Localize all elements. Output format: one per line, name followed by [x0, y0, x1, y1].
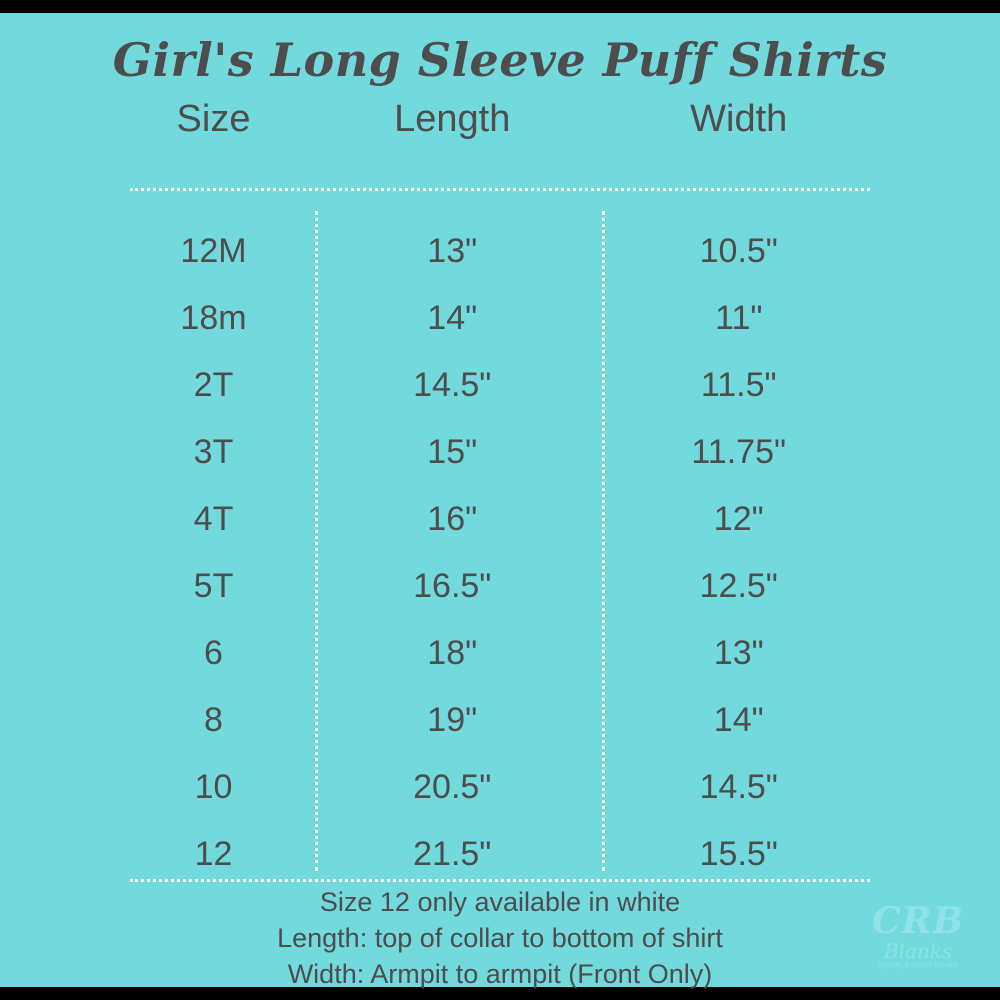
- table-row: [0, 486, 1000, 553]
- note-length-definition: Length: top of collar to bottom of shirt: [277, 922, 723, 953]
- cell-size: 2T: [193, 366, 234, 404]
- size-chart-card: [0, 13, 1000, 987]
- column-header-width: Width: [690, 97, 788, 140]
- cell-length: 14.5": [413, 366, 492, 404]
- cell-length: 16.5": [413, 567, 492, 605]
- cell-size: 4T: [193, 500, 234, 538]
- table-row: [0, 821, 1000, 888]
- cell-size: 5T: [193, 567, 234, 605]
- notes-section: [0, 885, 1000, 993]
- cell-width: 12.5": [699, 567, 778, 605]
- cell-width: 11": [715, 299, 763, 337]
- cell-length: 16": [427, 500, 478, 538]
- cell-length: 15": [427, 433, 478, 471]
- cell-size: 12M: [180, 232, 247, 270]
- cell-size: 6: [204, 634, 223, 672]
- cell-length: 14": [427, 299, 478, 337]
- cell-size: 8: [204, 701, 223, 739]
- cell-length: 20.5": [413, 768, 492, 806]
- table-row: [0, 285, 1000, 352]
- watermark-tagline: quality & detail blanks: [878, 962, 958, 969]
- cell-length: 21.5": [413, 835, 492, 873]
- page-title: Girl's Long Sleeve Puff Shirts: [112, 33, 888, 87]
- cell-width: 12": [713, 500, 764, 538]
- cell-width: 14.5": [699, 768, 778, 806]
- column-header-length: Length: [394, 97, 511, 140]
- cell-size: 3T: [193, 433, 234, 471]
- table-row: [0, 419, 1000, 486]
- cell-width: 14": [713, 701, 764, 739]
- table-row: [0, 754, 1000, 821]
- cell-width: 15.5": [699, 835, 778, 873]
- cell-size: 10: [194, 768, 233, 806]
- cell-width: 11.5": [700, 366, 777, 404]
- cell-length: 18": [427, 634, 478, 672]
- table-row: [0, 687, 1000, 754]
- cell-length: 19": [427, 701, 478, 739]
- table-header-row: [0, 98, 1000, 141]
- cell-size: 18m: [180, 299, 247, 337]
- watermark-main-text: CRB: [872, 900, 964, 942]
- table-row: [0, 218, 1000, 285]
- table-row: [0, 352, 1000, 419]
- cell-width: 11.75": [691, 433, 787, 471]
- column-header-size: Size: [176, 97, 251, 140]
- header-divider: [130, 188, 870, 191]
- size-table: [0, 218, 1000, 888]
- table-row: [0, 553, 1000, 620]
- table-row: [0, 620, 1000, 687]
- cell-width: 10.5": [699, 232, 778, 270]
- cell-length: 13": [427, 232, 478, 270]
- note-width-definition: Width: Armpit to armpit (Front Only): [287, 958, 713, 989]
- note-availability: Size 12 only available in white: [319, 887, 681, 917]
- cell-width: 13": [713, 634, 764, 672]
- watermark-sub-text: Blanks: [883, 939, 953, 963]
- cell-size: 12: [194, 835, 233, 873]
